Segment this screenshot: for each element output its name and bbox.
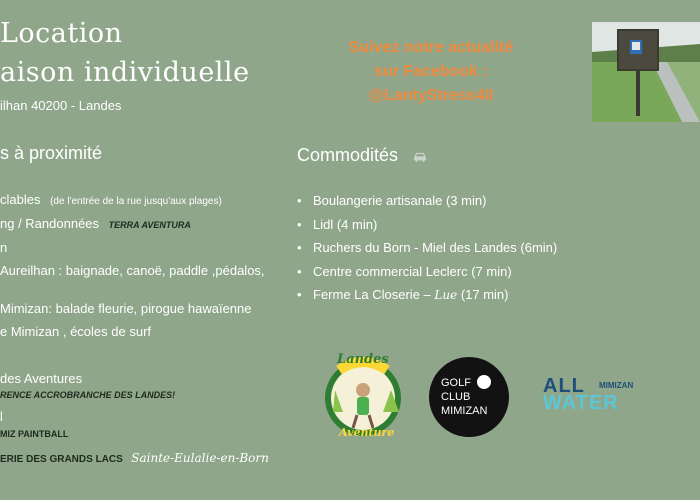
closerie-label: Ferme La Closerie – (313, 287, 435, 302)
mimizan-balade-item: Mimizan: balade fleurie, pirogue hawaïenne (0, 301, 252, 316)
facebook-handle[interactable]: @LantyStress40 (368, 87, 494, 104)
golf-logo-line2: CLUB (441, 391, 471, 403)
car-icon (413, 146, 427, 167)
list-item: • Lidl (4 min) (297, 213, 557, 237)
commodites-list (297, 189, 557, 307)
list-item: • Ruchers du Born - Miel des Landes (6min) (297, 236, 557, 260)
cyclables-note: (de l'entrée de la rue jusqu'aux plages) (50, 196, 222, 207)
lacs-label: ERIE DES GRANDS LACS (0, 454, 123, 465)
allwater-water: WATER (543, 392, 619, 414)
lacs-place: Sainte-Eulalie-en-Born (131, 451, 269, 465)
list-item (297, 283, 557, 307)
hiking-item (0, 216, 191, 231)
facebook-callout (318, 36, 544, 108)
facebook-line1: Suivez notre actualité (348, 39, 514, 56)
lacs-item (0, 449, 269, 467)
landes-logo-text: Landes (337, 352, 389, 367)
closerie-time: (17 min) (457, 287, 509, 302)
nearby-heading: s à proximité (0, 143, 103, 163)
commodites-label: Commodités (297, 145, 399, 165)
golf-club-mimizan-logo (429, 357, 509, 437)
item-n: n (0, 240, 8, 255)
list-item: • Boulangerie artisanale (3 min) (297, 189, 557, 213)
landes-logo-subtext: Aventure (339, 426, 395, 439)
cyclables-label: clables (0, 192, 41, 207)
path-photo (592, 22, 700, 122)
allwater-mimizan: MIMIZAN (599, 381, 634, 390)
cyclables-item (0, 192, 222, 207)
path-photo-image (592, 22, 700, 122)
allwater-all: ALL (543, 375, 585, 397)
all-water-mimizan-logo (543, 375, 647, 419)
commodites-heading (297, 145, 427, 167)
facebook-line2: sur Facebook : (374, 63, 488, 80)
page-title-line2: aison individuelle (0, 57, 250, 88)
landes-aventure-logo (317, 350, 409, 442)
item-l: l (0, 409, 3, 424)
golf-logo-line3: MIMIZAN (441, 405, 488, 417)
terra-aventura-label: TERRA AVENTURA (108, 220, 191, 230)
aureilhan-item: Aureilhan : baignade, canoë, paddle ,pédalos, (0, 263, 265, 278)
closerie-place: Lue (434, 288, 458, 302)
accrobranche-item: RENCE ACCROBRANCHE DES LANDES! (0, 390, 176, 400)
address: ilhan 40200 - Landes (0, 98, 122, 113)
hiking-label: ng / Randonnées (0, 216, 100, 231)
golf-logo-line1: GOLF (441, 377, 471, 389)
aventures-item: des Aventures (0, 371, 83, 386)
page-title-line1: Location (0, 18, 123, 49)
golf-ball-icon (477, 375, 491, 389)
list-item: • Centre commercial Leclerc (7 min) (297, 260, 557, 284)
paintball-item: MIZ PAINTBALL (0, 429, 69, 439)
mimizan-surf-item: e Mimizan , écoles de surf (0, 324, 152, 339)
